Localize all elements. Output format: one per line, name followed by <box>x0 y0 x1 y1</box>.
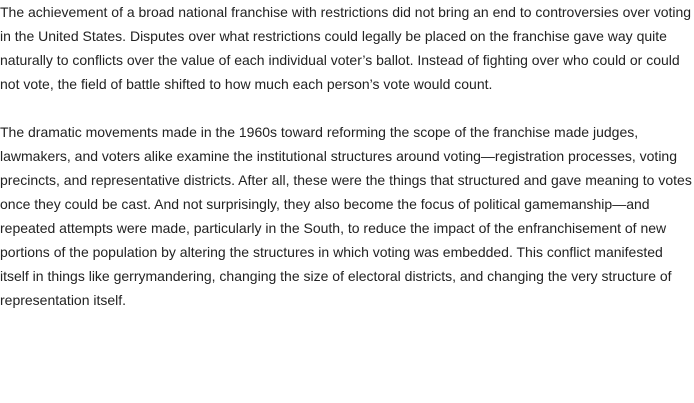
paragraph-line: repeated attempts were made, particularly in the South, to reduce the impact of the enfranchisement of new <box>0 220 667 236</box>
paragraph-line: The dramatic movements made in the 1960s toward reforming the scope of the franchise made judges, <box>0 124 639 140</box>
paragraph-line: precincts, and representative districts. After all, these were the things that structured and gave meaning to votes <box>0 172 692 188</box>
paragraph-line: not vote, the field of battle shifted to how much each person’s vote would count. <box>0 76 493 92</box>
paragraph-1 <box>0 0 694 96</box>
paragraph-line: The achievement of a broad national franchise with restrictions did not bring an end to controversies over voting <box>0 4 692 20</box>
paragraph-line: representation itself. <box>0 292 127 308</box>
paragraph-line: portions of the population by altering the structures in which voting was embedded. This conflict manifested <box>0 244 663 260</box>
paragraph-line: once they could be cast. And not surprisingly, they also become the focus of political gamemanship—and <box>0 196 650 212</box>
paragraph-line: itself in things like gerrymandering, changing the size of electoral districts, and changing the very structure of <box>0 268 672 284</box>
paragraph-line: lawmakers, and voters alike examine the institutional structures around voting—registration processes, voting <box>0 148 677 164</box>
paragraph-2 <box>0 120 694 312</box>
paragraph-line: naturally to conflicts over the value of each individual voter’s ballot. Instead of fighting over who could or could <box>0 52 680 68</box>
paragraph-line: in the United States. Disputes over what restrictions could legally be placed on the franchise gave way quite <box>0 28 667 44</box>
